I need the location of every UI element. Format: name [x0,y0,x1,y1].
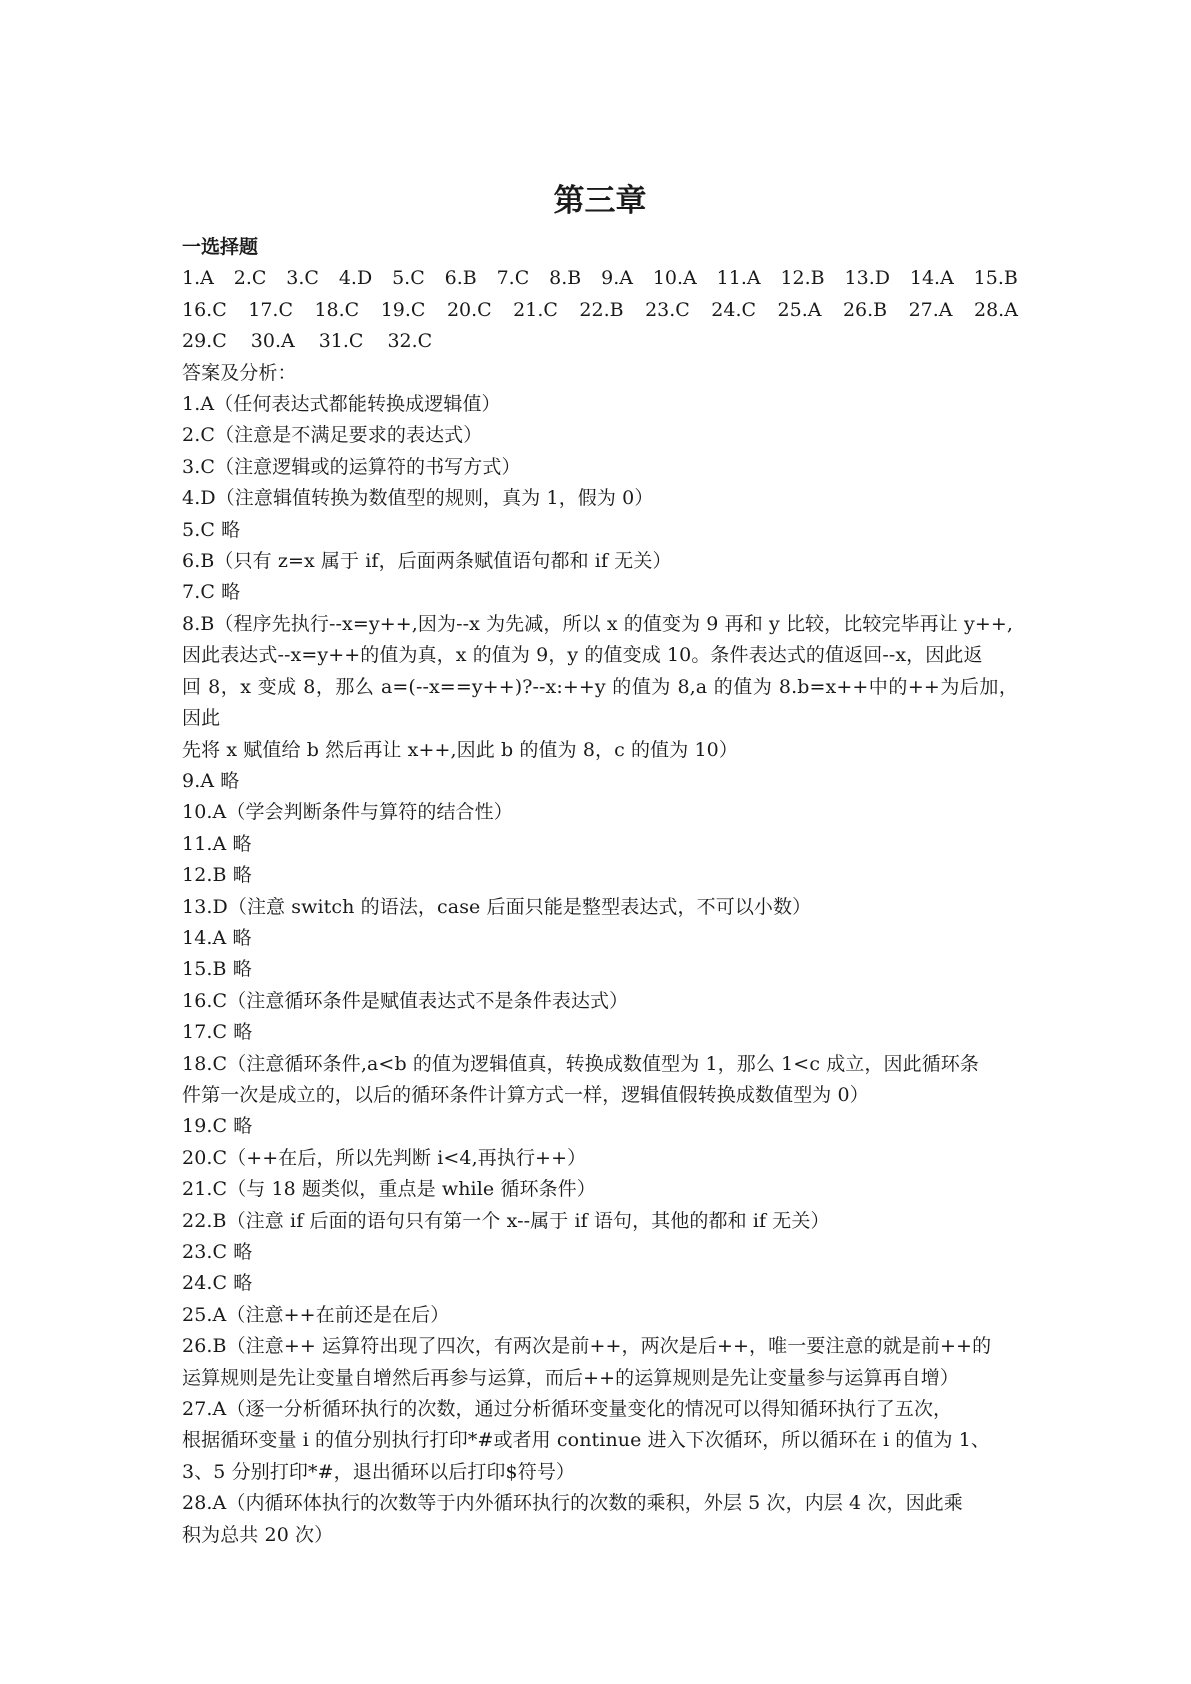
answer-item: 23.C [645,298,690,321]
answer-item: 3.C [286,267,319,290]
answer-item: 21.C [513,298,558,321]
chapter-title: 第三章 [553,183,647,219]
answer-item: 2.C [233,267,267,290]
analysis-line: 23.C 略 [182,1241,253,1263]
answer-item: 10.A [652,267,697,290]
answer-item: 1.A [182,267,214,290]
document-page [182,178,1018,1551]
analysis-line: 13.D（注意 switch 的语法，case 后面只能是整型表达式，不可以小数） [182,895,812,918]
answer-item: 19.C [380,298,426,321]
analysis-line: 3.C（注意逻辑或的运算符的书写方式） [182,455,521,478]
answer-item: 28.A [974,298,1018,321]
analysis-line: 25.A（注意++在前还是在后） [182,1303,450,1326]
analysis-line: 回 8，x 变成 8，那么 a=(--x==y++)?--x:++y 的值为 8,a 的值为 8.b=x++中的++为后加，因此 [182,675,1018,730]
answer-key [182,263,1018,357]
analysis-line: 4.D（注意辑值转换为数值型的规则，真为 1，假为 0） [182,487,654,510]
analysis-line: 18.C（注意循环条件,a<b 的值为逻辑值真，转换成数值型为 1，那么 1<c 成立，因此循环条 [182,1052,980,1075]
answer-item: 30.A [250,330,295,353]
analysis-line: 12.B 略 [182,864,252,887]
answer-item: 4.D [338,267,373,290]
analysis-line: 22.B（注意 if 后面的语句只有第一个 x--属于 if 语句，其他的都和 if 无关） [182,1209,830,1232]
answer-item: 7.C [496,267,530,290]
section-heading: 一选择题 [182,236,259,258]
analysis-line: 根据循环变量 i 的值分别执行打印*#或者用 continue 进入下次循环，所以循环在 i 的值为 1、 [182,1429,990,1452]
answer-item: 9.A [601,267,633,290]
answer-item: 14.A [909,267,954,290]
answer-item: 11.A [716,267,761,290]
analysis-line: 10.A（学会判断条件与算符的结合性） [182,801,513,824]
answer-item: 15.B [973,267,1018,290]
analysis-line: 积为总共 20 次） [182,1523,334,1546]
analysis-line: 20.C（++在后，所以先判断 i<4,再执行++） [182,1146,587,1169]
analysis-line: 件第一次是成立的，以后的循环条件计算方式一样，逻辑值假转换成数值型为 0） [182,1083,869,1106]
answer-item: 5.C [392,267,425,290]
answer-item: 27.A [908,298,953,321]
analysis-line: 9.A 略 [182,769,240,792]
analysis-line: 19.C 略 [182,1115,253,1138]
analysis-line: 16.C（注意循环条件是赋值表达式不是条件表达式） [182,989,629,1012]
analysis-line: 27.A（逐一分析循环执行的次数，通过分析循环变量变化的情况可以得知循环执行了五次， [182,1398,953,1421]
answer-item: 16.C [182,298,227,321]
answer-item: 26.B [842,298,888,321]
answer-item: 24.C [711,298,757,321]
answer-item: 8.B [549,267,582,290]
answer-item: 6.B [444,267,477,290]
answer-item: 32.C [387,330,433,353]
answer-row [182,326,1018,357]
answer-item: 25.A [777,298,822,321]
analysis-line: 运算规则是先让变量自增然后再参与运算，而后++的运算规则是先让变量参与运算再自增） [182,1366,959,1389]
analysis-line: 24.C 略 [182,1272,253,1295]
analysis-line: 26.B（注意++ 运算符出现了四次，有两次是前++，两次是后++，唯一要注意的就是前++的 [182,1335,992,1358]
analysis-line: 3、5 分别打印*#，退出循环以后打印$符号） [182,1460,576,1483]
analysis-line: 5.C 略 [182,518,241,541]
analysis-line: 2.C（注意是不满足要求的表达式） [182,424,483,447]
answer-item: 13.D [844,267,890,290]
answer-row [182,263,1018,294]
analysis-list [182,389,1018,1551]
answer-item: 20.C [446,298,492,321]
analysis-line: 11.A 略 [182,832,252,855]
answer-item: 31.C [318,330,364,353]
answer-item: 12.B [780,267,825,290]
answer-item: 18.C [314,298,360,321]
analysis-line: 21.C（与 18 题类似，重点是 while 循环条件） [182,1178,596,1201]
analysis-line: 14.A 略 [182,926,252,949]
analysis-heading: 答案及分析： [182,361,297,384]
answer-row [182,295,1018,326]
answer-item: 17.C [248,298,293,321]
analysis-line: 先将 x 赋值给 b 然后再让 x++,因此 b 的值为 8，c 的值为 10） [182,738,738,761]
analysis-line: 7.C 略 [182,581,241,604]
analysis-line: 28.A（内循环体执行的次数等于内外循环执行的次数的乘积，外层 5 次，内层 4 次，因此乘 [182,1492,963,1515]
analysis-line: 8.B（程序先执行--x=y++,因为--x 为先减，所以 x 的值变为 9 再和 y 比较，比较完毕再让 y++, [182,612,1014,635]
analysis-line: 17.C 略 [182,1021,253,1044]
analysis-line: 15.B 略 [182,958,252,981]
answer-item: 29.C [182,330,227,353]
analysis-line: 1.A（任何表达式都能转换成逻辑值） [182,393,501,416]
answer-item: 22.B [579,298,624,321]
analysis-line: 6.B（只有 z=x 属于 if，后面两条赋值语句都和 if 无关） [182,550,672,573]
analysis-line: 因此表达式--x=y++的值为真，x 的值为 9，y 的值变成 10。条件表达式的值返回--x，因此返 [182,644,983,667]
